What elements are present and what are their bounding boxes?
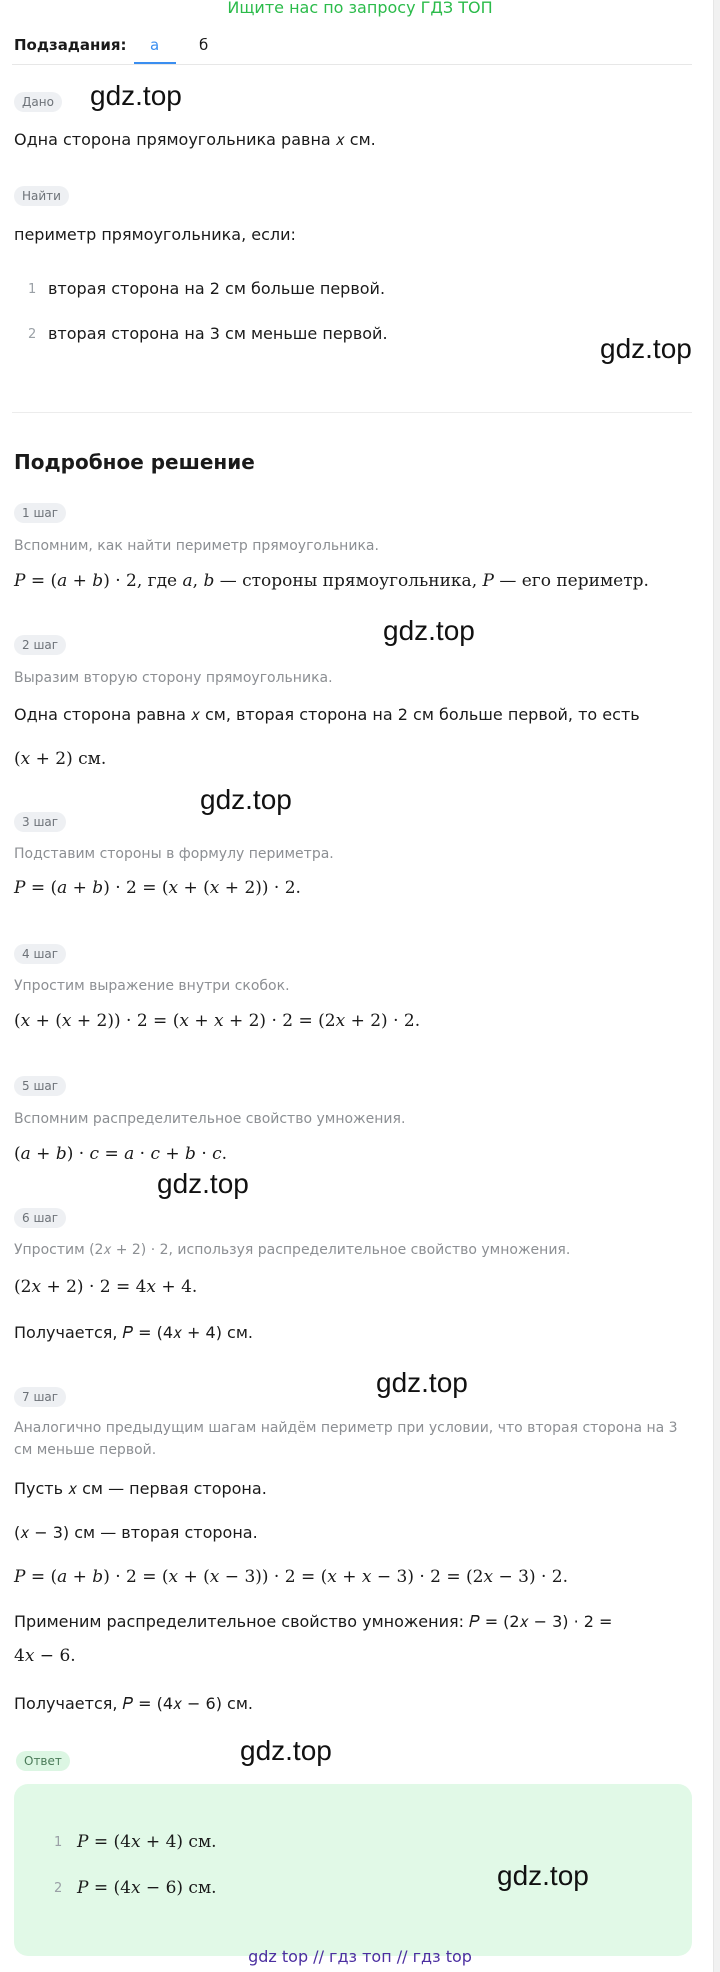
section-divider: [12, 412, 692, 413]
step-pill: 6 шаг: [14, 1208, 66, 1228]
step-formula: (𝑥 + 2) см.: [14, 749, 107, 769]
step-formula: 𝑃 = (𝑎 + 𝑏) · 2 = (𝑥 + (𝑥 − 3)) · 2 = (𝑥 + 𝑥 − 3) · 2 = (2𝑥 − 3) · 2.: [14, 1567, 569, 1587]
step-text: (𝑥 − 3) см — вторая сторона.: [14, 1523, 258, 1542]
step-hint: Упростим (2𝑥 + 2) · 2, используя распределительное свойство умножения.: [14, 1242, 571, 1258]
find-item-number: 2: [28, 327, 37, 342]
scrollbar[interactable]: [713, 0, 720, 1972]
promo-banner[interactable]: Ищите нас по запросу ГДЗ ТОП: [227, 0, 493, 17]
answer-number: 2: [54, 1881, 63, 1896]
watermark: gdz.top: [240, 1735, 332, 1766]
tabs-divider: [12, 64, 692, 65]
step-hint: Аналогично предыдущим шагам найдём периметр при условии, что вторая сторона на 3: [14, 1420, 678, 1436]
step-pill: 7 шаг: [14, 1387, 66, 1407]
step-formula: 𝑃 = (𝑎 + 𝑏) · 2 = (𝑥 + (𝑥 + 2)) · 2.: [14, 878, 301, 898]
step-formula: 𝑃 = (𝑎 + 𝑏) · 2, где 𝑎, 𝑏 — стороны прямоугольника, 𝑃 — его периметр.: [14, 571, 649, 591]
subtasks-label: Подзадания:: [14, 36, 127, 54]
watermark: gdz.top: [383, 615, 475, 646]
step-hint: см меньше первой.: [14, 1442, 157, 1458]
step-formula: (𝑎 + 𝑏) · 𝑐 = 𝑎 · 𝑐 + 𝑏 · 𝑐.: [14, 1144, 228, 1164]
answer-number: 1: [54, 1835, 63, 1850]
step-text: Применим распределительное свойство умножения: 𝑃 = (2𝑥 − 3) · 2 =: [14, 1612, 613, 1631]
answer-formula: 𝑃 = (4𝑥 + 4) см.: [77, 1832, 217, 1852]
step-formula: 4𝑥 − 6.: [14, 1646, 76, 1666]
footer-links[interactable]: gdz top // гдз топ // гдз top: [248, 1947, 472, 1966]
solution-title: Подробное решение: [14, 450, 255, 474]
watermark: gdz.top: [157, 1168, 249, 1199]
find-pill: Найти: [14, 186, 69, 206]
find-text: периметр прямоугольника, если:: [14, 225, 296, 244]
find-item-number: 1: [28, 282, 37, 297]
step-pill: 4 шаг: [14, 944, 66, 964]
given-text: Одна сторона прямоугольника равна 𝑥 см.: [14, 130, 376, 149]
tab-a[interactable]: а: [150, 36, 160, 54]
step-result: Получается, 𝑃 = (4𝑥 + 4) см.: [14, 1323, 253, 1342]
step-pill: 2 шаг: [14, 635, 66, 655]
watermark: gdz.top: [376, 1367, 468, 1398]
watermark: gdz.top: [497, 1860, 589, 1891]
step-formula: (𝑥 + (𝑥 + 2)) · 2 = (𝑥 + 𝑥 + 2) · 2 = (2𝑥 + 2) · 2.: [14, 1011, 421, 1031]
step-pill: 1 шаг: [14, 503, 66, 523]
answer-formula: 𝑃 = (4𝑥 − 6) см.: [77, 1878, 217, 1898]
step-text: Пусть 𝑥 см — первая сторона.: [14, 1479, 267, 1498]
step-hint: Вспомним, как найти периметр прямоугольника.: [14, 538, 379, 554]
step-hint: Вспомним распределительное свойство умножения.: [14, 1111, 406, 1127]
find-item-text: вторая сторона на 2 см больше первой.: [48, 279, 386, 298]
tab-b[interactable]: б: [199, 36, 209, 54]
step-pill: 3 шаг: [14, 812, 66, 832]
watermark: gdz.top: [90, 80, 182, 111]
step-hint: Выразим вторую сторону прямоугольника.: [14, 670, 333, 686]
find-item-text: вторая сторона на 3 см меньше первой.: [48, 324, 388, 343]
watermark: gdz.top: [200, 784, 292, 815]
answer-pill: Ответ: [16, 1751, 70, 1771]
step-text: Одна сторона равна 𝑥 см, вторая сторона на 2 см больше первой, то есть: [14, 705, 640, 724]
step-pill: 5 шаг: [14, 1076, 66, 1096]
step-result: Получается, 𝑃 = (4𝑥 − 6) см.: [14, 1694, 253, 1713]
watermark: gdz.top: [600, 333, 692, 364]
given-pill: Дано: [14, 92, 62, 112]
step-formula: (2𝑥 + 2) · 2 = 4𝑥 + 4.: [14, 1277, 198, 1297]
answer-box: [14, 1784, 692, 1956]
step-hint: Упростим выражение внутри скобок.: [14, 978, 290, 994]
step-hint: Подставим стороны в формулу периметра.: [14, 846, 334, 862]
